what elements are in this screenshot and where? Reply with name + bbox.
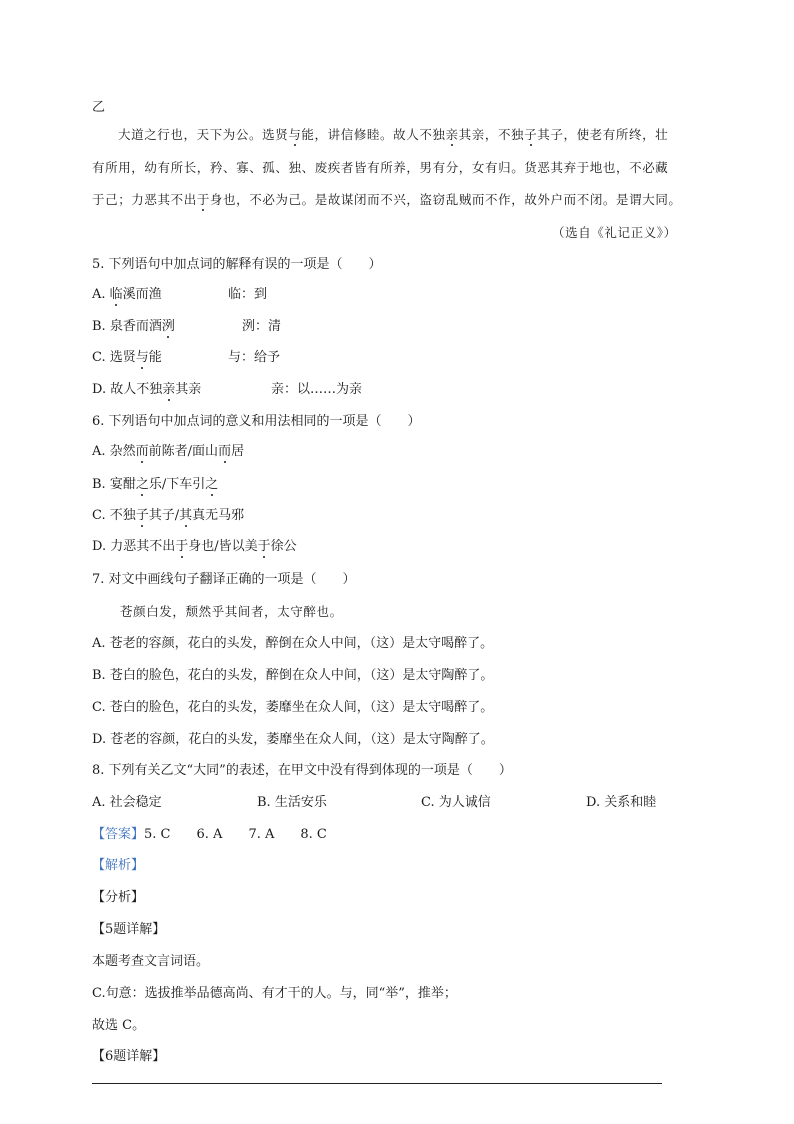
q7-stem: 7. 对文中画线句子翻译正确的一项是（ ）	[92, 572, 356, 587]
dotted-char: 于	[196, 192, 210, 207]
detail6-label: 【6题详解】	[92, 1049, 166, 1064]
q5-option-c: C. 选贤与能	[92, 350, 162, 365]
passage-line-3: 于己；力恶其不出于身也，不必为己。是故谋闭而不兴，盗窃乱贼而不作，故外户而不闭。是谓大同。	[92, 192, 682, 207]
q6-option-b: B. 宴酣之乐/下车引之	[92, 477, 219, 492]
dotted-char: 子	[524, 127, 538, 142]
dotted-char: 亲	[445, 127, 459, 142]
detail5-line-1: 本题考查文言词语。	[92, 954, 210, 969]
fenxi-label: 【分析】	[92, 890, 145, 905]
dotted-char: 与	[288, 127, 302, 142]
q8-option-b: B. 生活安乐	[257, 795, 327, 810]
q5-option-a-note: 临：到	[228, 287, 268, 302]
q7-option-d: D. 苍老的容颜，花白的头发，萎靡坐在众人间，（这）是太守陶醉了。	[92, 732, 494, 747]
q6-stem: 6. 下列语句中加点词的意义和用法相同的一项是（ ）	[92, 414, 421, 429]
q8-option-a: A. 社会稳定	[92, 795, 162, 810]
q7-quote: 苍颜白发，颓然乎其间者，太守醉也。	[120, 604, 343, 619]
q7-option-c: C. 苍白的脸色，花白的头发，萎靡坐在众人间，（这）是太守喝醉了。	[92, 700, 494, 715]
q7-option-b: B. 苍白的脸色，花白的头发，醉倒在众人中间，（这）是太守陶醉了。	[92, 668, 494, 683]
detail5-line-3: 故选 C。	[92, 1018, 146, 1033]
passage-source: （选自《礼记正义》）	[552, 225, 677, 240]
q6-option-d: D. 力恶其不出于身也/皆以美于徐公	[92, 539, 297, 554]
q8-option-c: C. 为人诚信	[421, 795, 491, 810]
q7-option-a: A. 苍老的容颜，花白的头发，醉倒在众人中间，（这）是太守喝醉了。	[92, 636, 494, 651]
section-label: 乙	[92, 100, 106, 115]
footer-rule	[92, 1083, 662, 1084]
q8-stem: 8. 下列有关乙文“大同”的表述，在甲文中没有得到体现的一项是（ ）	[92, 763, 512, 778]
q5-option-d-note: 亲：以……为亲	[271, 382, 363, 397]
q5-stem: 5. 下列语句中加点词的解释有误的一项是（ ）	[92, 257, 382, 272]
detail5-line-2: C.句意：选拔推举品德高尚、有才干的人。与，同“举”，推举；	[92, 986, 457, 1001]
q8-option-d: D. 关系和睦	[586, 795, 657, 810]
q5-option-b-note: 洌：清	[242, 319, 282, 334]
analysis-label: 【解析】	[92, 858, 145, 873]
q5-option-b: B. 泉香而酒洌	[92, 319, 175, 334]
q6-option-c: C. 不独子其子/其真无马邪	[92, 508, 245, 523]
answer-label: 【答案】	[92, 827, 145, 842]
passage-line-1: 大道之行也，天下为公。选贤与能，讲信修睦。故人不独亲其亲，不独子其子，使老有所终，壮	[118, 127, 669, 142]
passage-line-2: 有所用，幼有所长，矜、寡、孤、独、废疾者皆有所养，男有分，女有归。货恶其弃于地也，不必藏	[92, 160, 669, 175]
q5-option-c-note: 与：给予	[228, 350, 281, 365]
q5-option-a: A. 临溪而渔	[92, 287, 162, 302]
answer-line: 【答案】5. C 6. A 7. A 8. C	[92, 827, 327, 842]
q6-option-a: A. 杂然而前陈者/面山而居	[92, 444, 245, 459]
q5-option-d: D. 故人不独亲其亲	[92, 382, 202, 397]
detail5-label: 【5题详解】	[92, 922, 166, 937]
